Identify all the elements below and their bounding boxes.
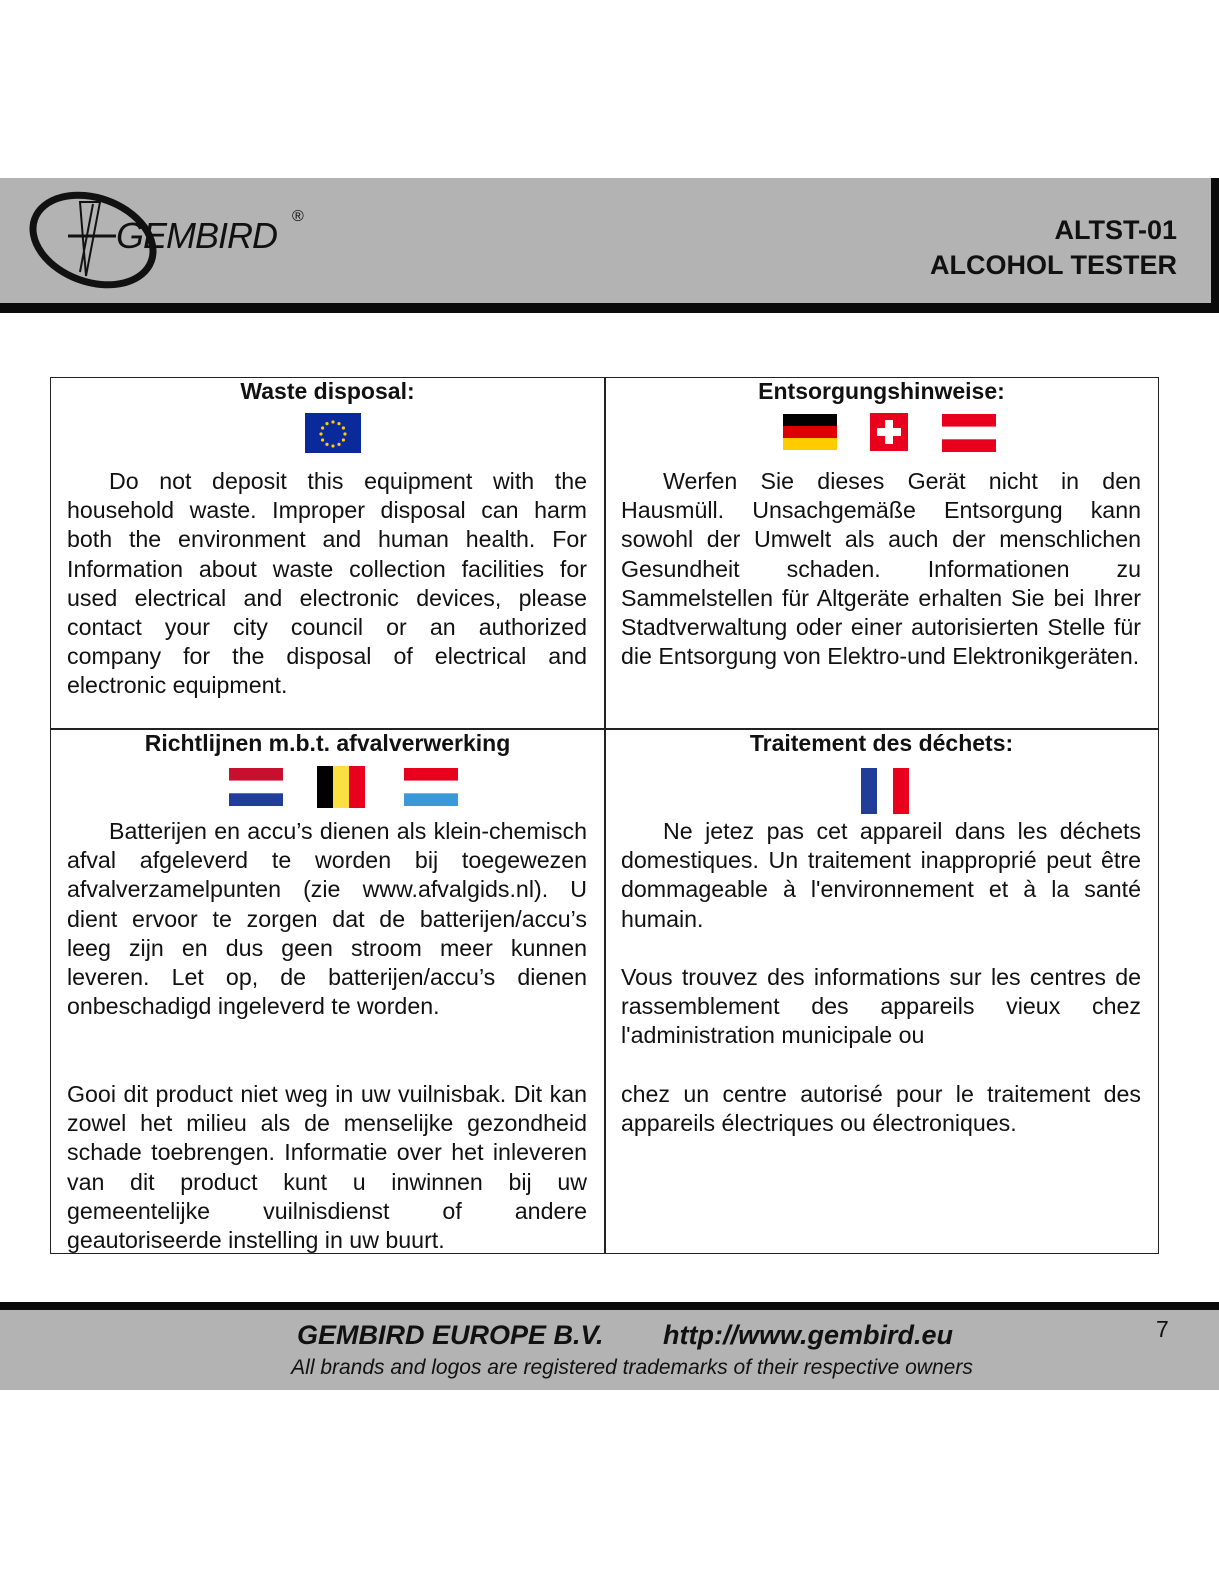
footer-company: GEMBIRD EUROPE B.V.	[297, 1320, 604, 1350]
text-french-1: Ne jetez pas cet appareil dans les déchets domestiques. Un traitement inapproprié peut être dommageable à l'environnement et à la santé humain.	[621, 818, 1141, 932]
header-rule	[0, 303, 1219, 313]
belgium-flag-icon	[317, 766, 365, 808]
switzerland-flag-icon	[870, 413, 908, 451]
text-dutch-2: Gooi dit product niet weg in uw vuilnisbak. Dit kan zowel het milieu als de menselijke gezondheid schade toebrengen. Informatie over het inleveren van dit product kunt u inwinnen bij uw gemeentelijke vuilnisdienst of andere geautoriseerde instelling in uw buurt.	[67, 1081, 587, 1254]
footer-rule	[0, 1302, 1219, 1310]
footer-trademark-note: All brands and logos are registered trademarks of their respective owners	[291, 1356, 973, 1379]
cell-english	[51, 378, 604, 728]
product-heading	[930, 213, 1177, 283]
page-number: 7	[1156, 1316, 1169, 1342]
text-english: Do not deposit this equipment with the household waste. Improper disposal can harm both the environment and human health. For Information about waste collection facilities for used electrical and electronic devices, please contact your city council or an authorized company for the disposal of electrical and electronic equipment.	[67, 468, 587, 699]
title-dutch: Richtlijnen m.b.t. afvalverwerking	[144, 730, 511, 756]
title-english: Waste disposal:	[240, 378, 415, 404]
title-german: Entsorgungshinweise:	[758, 378, 1005, 404]
text-french-3: chez un centre autorisé pour le traitement des appareils électriques ou électroniques.	[621, 1081, 1141, 1137]
cell-french	[605, 730, 1158, 1253]
text-french-2: Vous trouvez des informations sur les centres de rassemblement des appareils vieux chez l'administration municipale ou	[621, 964, 1141, 1049]
registered-mark: ®	[292, 208, 304, 225]
brand-name: GEMBIRD	[116, 215, 278, 256]
header-edge	[1211, 178, 1219, 313]
luxembourg-flag-icon	[404, 768, 458, 806]
title-french: Traitement des déchets:	[749, 730, 1014, 756]
eu-flag-icon	[305, 413, 361, 453]
footer-website-link[interactable]: http://www.gembird.eu	[663, 1320, 953, 1350]
text-dutch-1: Batterijen en accu’s dienen als klein-chemisch afval afgeleverd te worden bij toegewezen afvalverzamelpunten (zie www.afvalgids.nl). U dient ervoor te zorgen dat de batterijen/accu’s leeg zijn en dus geen stroom meer kunnen leveren. Let op, de batterijen/accu’s dienen onbeschadigd ingeleverd te worden.	[67, 818, 587, 1020]
germany-flag-icon	[783, 414, 837, 450]
cell-german	[605, 378, 1158, 728]
cell-dutch	[51, 730, 604, 1253]
netherlands-flag-icon	[229, 768, 283, 806]
model-number: ALTST-01	[1054, 215, 1177, 245]
product-name: ALCOHOL TESTER	[929, 250, 1177, 280]
france-flag-icon	[861, 768, 909, 814]
text-german: Werfen Sie dieses Gerät nicht in den Hausmüll. Unsachgemäße Entsorgung kann sowohl der Umwelt als auch der menschlichen Gesundheit schaden. Informationen zu Sammelstellen für Altgeräte erhalten Sie bei Ihrer Stadtverwaltung oder einer autorisierten Stelle für die Entsorgung von Elektro-und Elektronikgeräten.	[621, 468, 1141, 670]
austria-flag-icon	[942, 414, 996, 452]
